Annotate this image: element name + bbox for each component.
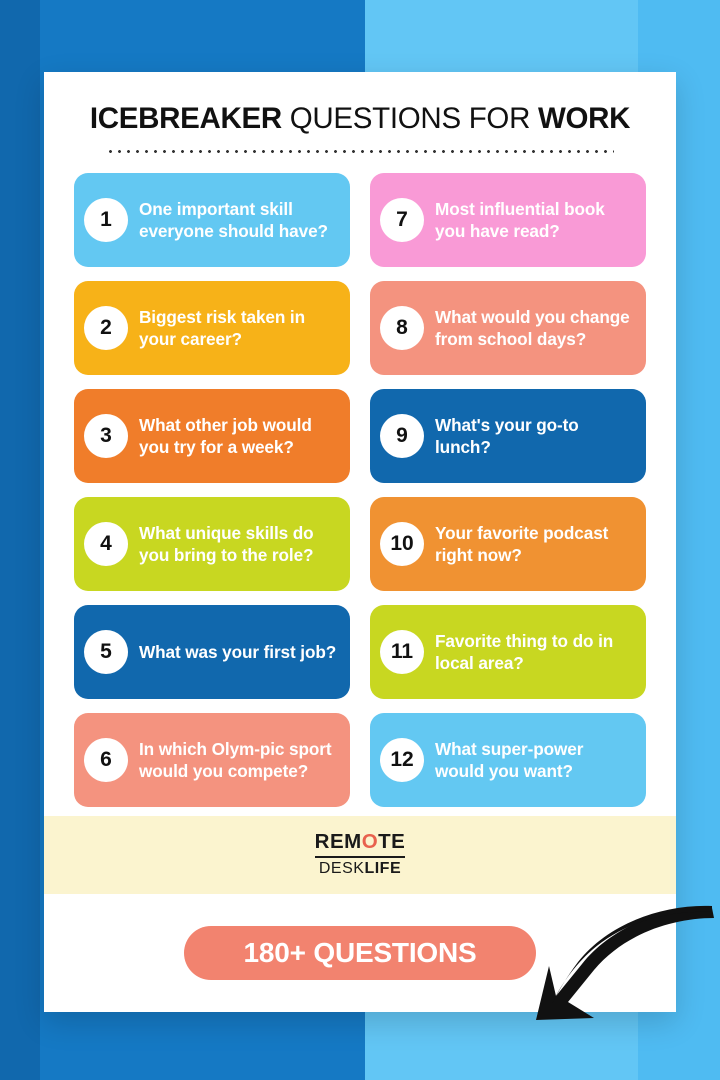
question-text: In which Olym-pic sport would you compete? xyxy=(139,738,332,781)
list-item xyxy=(370,605,646,699)
list-item xyxy=(74,605,350,699)
logo-te: TE xyxy=(378,830,406,854)
footer-band xyxy=(44,816,676,894)
title-middle: QUESTIONS FOR xyxy=(281,102,538,135)
background-left-edge xyxy=(0,0,40,1080)
question-text: Favorite thing to do in local area? xyxy=(435,630,614,673)
question-number: 6 xyxy=(84,738,128,782)
question-number: 7 xyxy=(380,198,424,242)
logo-bottom-line xyxy=(315,861,406,877)
question-number: 10 xyxy=(380,522,424,566)
question-number: 8 xyxy=(380,306,424,350)
question-text: What's your go-to lunch? xyxy=(435,414,579,457)
question-number: 1 xyxy=(84,198,128,242)
question-text: What would you change from school days? xyxy=(435,306,630,349)
poster-card xyxy=(44,72,676,1012)
question-text: What was your first job? xyxy=(139,641,337,662)
question-text: One important skill everyone should have? xyxy=(139,198,328,241)
question-text: What unique skills do you bring to the role? xyxy=(139,522,314,565)
list-item xyxy=(74,713,350,807)
logo-rem: REM xyxy=(314,830,362,854)
list-item xyxy=(370,281,646,375)
question-number: 12 xyxy=(380,738,424,782)
logo-top-line xyxy=(315,832,406,853)
list-item xyxy=(74,389,350,483)
questions-cta-button[interactable]: 180+ QUESTIONS xyxy=(184,926,536,980)
brand-logo xyxy=(315,832,406,877)
question-text: What super-power would you want? xyxy=(435,738,584,781)
question-number: 9 xyxy=(380,414,424,458)
question-text: Biggest risk taken in your career? xyxy=(139,306,306,349)
question-number: 11 xyxy=(380,630,424,674)
poster-header xyxy=(44,72,676,153)
questions-grid xyxy=(74,173,646,807)
question-text: Your favorite podcast right now? xyxy=(435,522,609,565)
question-number: 2 xyxy=(84,306,128,350)
list-item xyxy=(370,713,646,807)
dotted-divider xyxy=(106,150,614,153)
question-number: 4 xyxy=(84,522,128,566)
list-item xyxy=(370,173,646,267)
question-text: What other job would you try for a week? xyxy=(139,414,312,457)
page-title xyxy=(74,102,646,136)
title-emphasis-first: ICEBREAKER xyxy=(89,102,282,135)
question-number: 5 xyxy=(84,630,128,674)
logo-desk: DESK xyxy=(318,860,365,878)
title-emphasis-last: WORK xyxy=(537,102,631,135)
question-text: Most influential book you have read? xyxy=(435,198,605,241)
list-item xyxy=(74,281,350,375)
logo-life: LIFE xyxy=(364,860,402,878)
question-number: 3 xyxy=(84,414,128,458)
list-item xyxy=(370,389,646,483)
list-item xyxy=(370,497,646,591)
logo-divider xyxy=(315,856,406,858)
logo-o-accent: O xyxy=(361,830,379,854)
list-item xyxy=(74,497,350,591)
list-item xyxy=(74,173,350,267)
cta-area xyxy=(44,894,676,1012)
